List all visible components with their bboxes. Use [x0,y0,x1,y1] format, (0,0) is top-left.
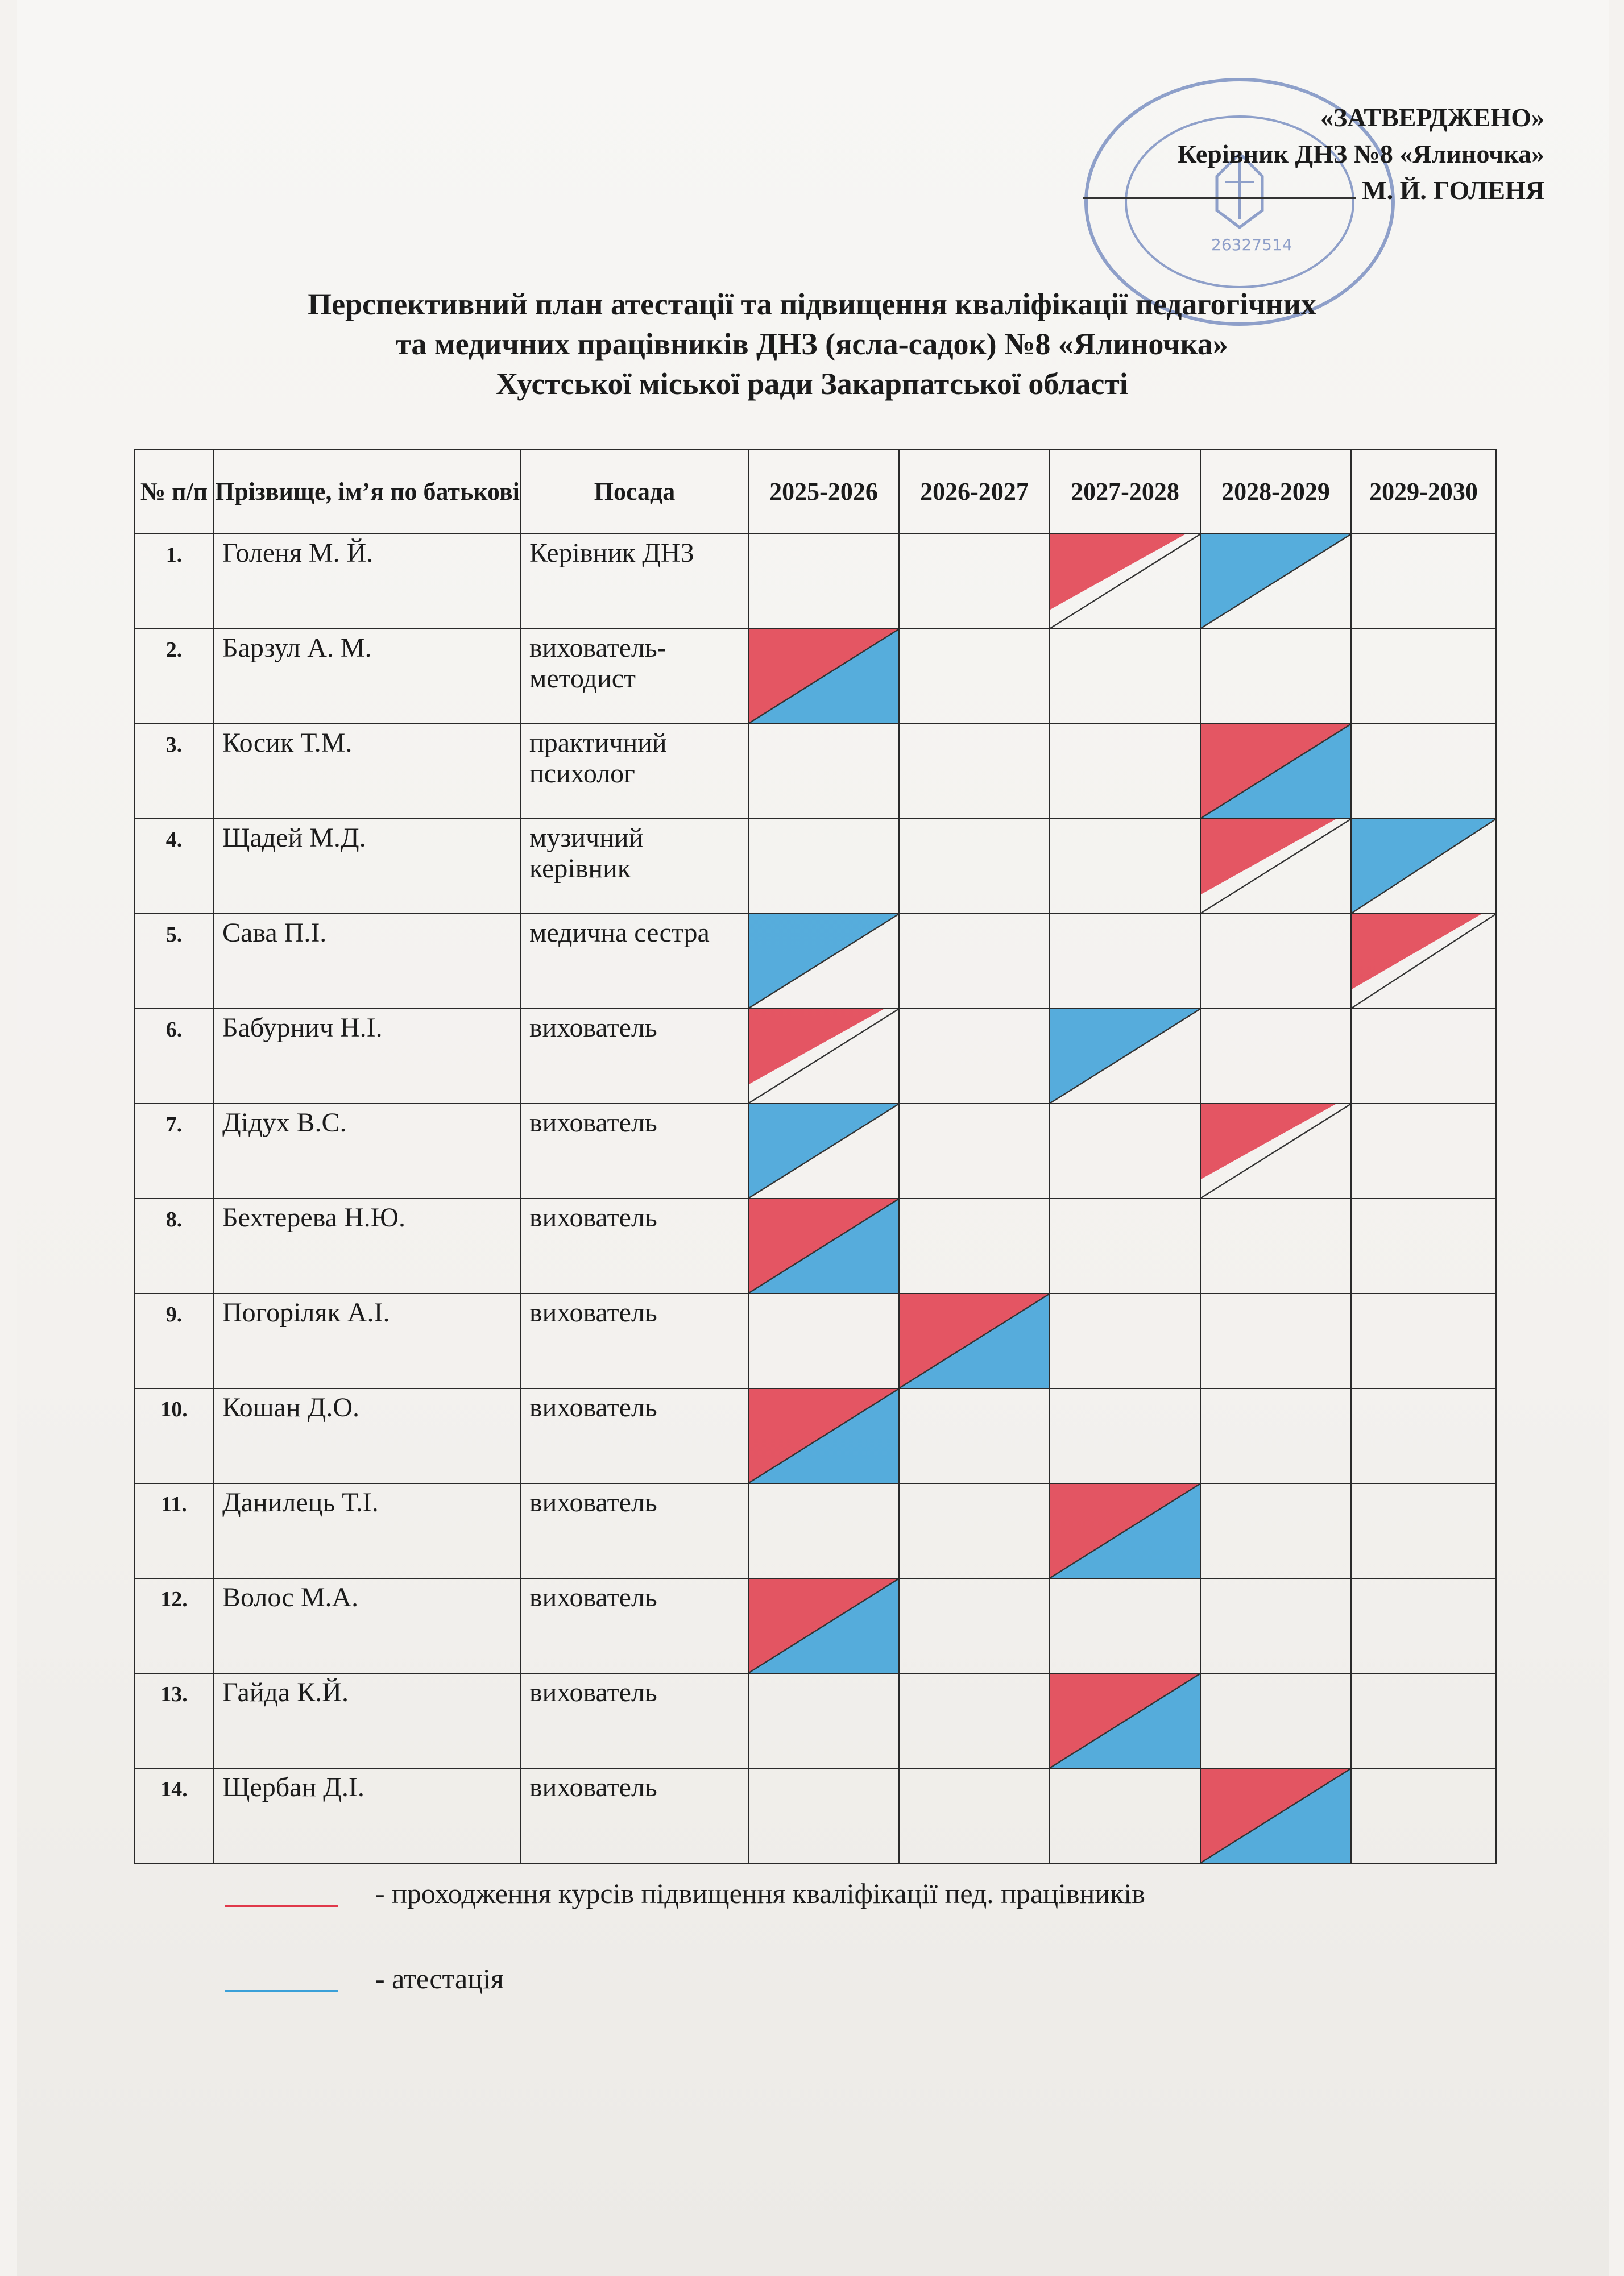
year-cell [1351,1294,1496,1388]
year-cell [899,1009,1050,1104]
row-number: 14. [134,1768,214,1863]
year-cell [748,914,899,1009]
approval-heading: «ЗАТВЕРДЖЕНО» [1320,103,1544,132]
year-cell [1351,724,1496,819]
year-cell [1050,914,1200,1009]
plan-mark [749,1579,898,1673]
table-row [134,819,1496,914]
year-cell [899,1578,1050,1673]
year-cell [1050,1388,1200,1483]
employee-position: вихователь [521,1294,748,1388]
year-cell [1200,1388,1351,1483]
year-cell [899,629,1050,724]
year-cell [1050,629,1200,724]
year-cell [1351,1199,1496,1294]
header-year: 2026-2027 [899,450,1050,534]
year-cell [1050,1578,1200,1673]
plan-mark [1050,534,1200,628]
employee-name: Сава П.І. [214,914,521,1009]
employee-position: вихователь [521,1483,748,1578]
table-row [134,629,1496,724]
row-number: 4. [134,819,214,914]
employee-name: Кошан Д.О. [214,1388,521,1483]
employee-position: вихователь [521,1388,748,1483]
employee-position: вихователь [521,1578,748,1673]
year-cell [899,1388,1050,1483]
approval-block [1083,100,1544,209]
courses-mark [1201,819,1336,894]
employee-name: Голеня М. Й. [214,534,521,629]
title-line-1: Перспективний план атестації та підвищення кваліфікації педагогічних [308,287,1316,321]
plan-mark [749,1009,898,1103]
employee-name: Бехтерева Н.Ю. [214,1199,521,1294]
courses-mark [1050,534,1185,610]
employee-name: Волос М.А. [214,1578,521,1673]
plan-mark [1201,819,1350,913]
year-cell [899,1294,1050,1388]
legend-text-attestation: - атестація [375,1963,504,1995]
table-row [134,724,1496,819]
courses-mark [749,1009,884,1084]
year-cell [1050,1768,1200,1863]
year-cell [1351,1009,1496,1104]
year-cell [1050,1673,1200,1768]
row-number: 5. [134,914,214,1009]
year-cell [1050,724,1200,819]
year-cell [1200,1294,1351,1388]
year-cell [748,1673,899,1768]
header-year: 2028-2029 [1200,450,1351,534]
plan-mark [1050,1484,1200,1578]
year-cell [1200,1768,1351,1863]
table-row [134,1104,1496,1199]
title-line-2: та медичних працівників ДНЗ (ясла-садок) №8 «Ялиночка» [396,327,1228,361]
courses-mark [1352,914,1481,989]
plan-mark [749,1104,898,1198]
year-cell [1050,1294,1200,1388]
plan-mark [1050,1674,1200,1768]
table-header-row [134,450,1496,534]
employee-position: вихователь [521,1009,748,1104]
row-number: 11. [134,1483,214,1578]
year-cell [899,1483,1050,1578]
employee-name: Гайда К.Й. [214,1673,521,1768]
svg-text:26327514: 26327514 [1211,235,1292,254]
employee-position: вихователь-методист [521,629,748,724]
legend-text-courses: - проходження курсів підвищення кваліфікації пед. працівників [375,1877,1145,1909]
table-row [134,1483,1496,1578]
row-number: 12. [134,1578,214,1673]
year-cell [748,1578,899,1673]
header-name: Прізвище, ім’я по батькові [214,450,521,534]
table-row [134,1388,1496,1483]
header-year: 2029-2030 [1351,450,1496,534]
year-cell [1200,1009,1351,1104]
table-row [134,914,1496,1009]
year-cell [1351,1578,1496,1673]
employee-position: вихователь [521,1104,748,1199]
courses-mark [1201,1104,1336,1179]
plan-mark [1201,534,1350,628]
plan-mark [1201,1769,1350,1863]
year-cell [1050,1199,1200,1294]
employee-name: Щербан Д.І. [214,1768,521,1863]
year-cell [1050,1483,1200,1578]
signatory-name: М. Й. ГОЛЕНЯ [1362,176,1544,205]
employee-name: Косик Т.М. [214,724,521,819]
year-cell [1351,1673,1496,1768]
year-cell [1200,724,1351,819]
approval-signatory [1083,172,1544,209]
document-title [0,284,1624,404]
row-number: 3. [134,724,214,819]
year-cell [748,1009,899,1104]
year-cell [1351,1104,1496,1199]
row-number: 2. [134,629,214,724]
employee-name: Данилець Т.І. [214,1483,521,1578]
year-cell [1050,534,1200,629]
plan-mark [749,1389,898,1483]
year-cell [1200,1578,1351,1673]
header-num: № п/п [134,450,214,534]
year-cell [1351,914,1496,1009]
year-cell [1351,1388,1496,1483]
year-cell [1351,1483,1496,1578]
legend-swatch-courses [225,1905,338,1907]
table-row [134,1199,1496,1294]
year-cell [1200,534,1351,629]
employee-position: практичний психолог [521,724,748,819]
header-year: 2027-2028 [1050,450,1200,534]
signature-line [1083,197,1356,199]
year-cell [748,1199,899,1294]
employee-name: Погоріляк А.І. [214,1294,521,1388]
plan-mark [1201,724,1350,818]
title-line-3: Хустської міської ради Закарпатської області [496,367,1128,401]
year-cell [1351,534,1496,629]
year-cell [1200,1673,1351,1768]
plan-mark [1201,1104,1350,1198]
employee-position: вихователь [521,1768,748,1863]
row-number: 13. [134,1673,214,1768]
year-cell [748,1483,899,1578]
plan-mark [749,629,898,723]
year-cell [1351,819,1496,914]
row-number: 1. [134,534,214,629]
year-cell [1200,629,1351,724]
legend-swatch-attestation [225,1990,338,1992]
employee-position: Керівник ДНЗ [521,534,748,629]
year-cell [1200,914,1351,1009]
row-number: 6. [134,1009,214,1104]
year-cell [899,1104,1050,1199]
table-row [134,1009,1496,1104]
table-row [134,1768,1496,1863]
row-number: 10. [134,1388,214,1483]
approval-position: Керівник ДНЗ №8 «Ялиночка» [1178,139,1544,168]
year-cell [1200,1104,1351,1199]
employee-position: вихователь [521,1673,748,1768]
year-cell [899,1768,1050,1863]
plan-mark [749,1199,898,1293]
attestation-plan-table [134,449,1497,1864]
year-cell [1050,1009,1200,1104]
employee-position: музичний керівник [521,819,748,914]
table-row [134,1578,1496,1673]
year-cell [748,1104,899,1199]
employee-position: медична сестра [521,914,748,1009]
row-number: 7. [134,1104,214,1199]
header-position: Посада [521,450,748,534]
employee-position: вихователь [521,1199,748,1294]
employee-name: Щадей М.Д. [214,819,521,914]
header-year: 2025-2026 [748,450,899,534]
row-number: 9. [134,1294,214,1388]
table-row [134,1294,1496,1388]
employee-name: Бабурнич Н.І. [214,1009,521,1104]
plan-mark [1050,1009,1200,1103]
year-cell [748,1768,899,1863]
year-cell [1351,629,1496,724]
year-cell [1200,819,1351,914]
plan-mark [749,914,898,1008]
year-cell [748,819,899,914]
year-cell [1351,1768,1496,1863]
employee-name: Дідух В.С. [214,1104,521,1199]
employee-name: Барзул А. М. [214,629,521,724]
table-row [134,1673,1496,1768]
year-cell [899,914,1050,1009]
year-cell [748,1294,899,1388]
year-cell [1200,1483,1351,1578]
year-cell [1200,1199,1351,1294]
year-cell [748,534,899,629]
table-row [134,534,1496,629]
year-cell [748,724,899,819]
year-cell [899,1199,1050,1294]
plan-mark [1352,914,1495,1008]
year-cell [1050,1104,1200,1199]
year-cell [899,724,1050,819]
year-cell [1050,819,1200,914]
plan-mark [1352,819,1495,913]
year-cell [748,1388,899,1483]
row-number: 8. [134,1199,214,1294]
year-cell [899,1673,1050,1768]
year-cell [899,819,1050,914]
plan-mark [900,1294,1049,1388]
year-cell [748,629,899,724]
year-cell [899,534,1050,629]
